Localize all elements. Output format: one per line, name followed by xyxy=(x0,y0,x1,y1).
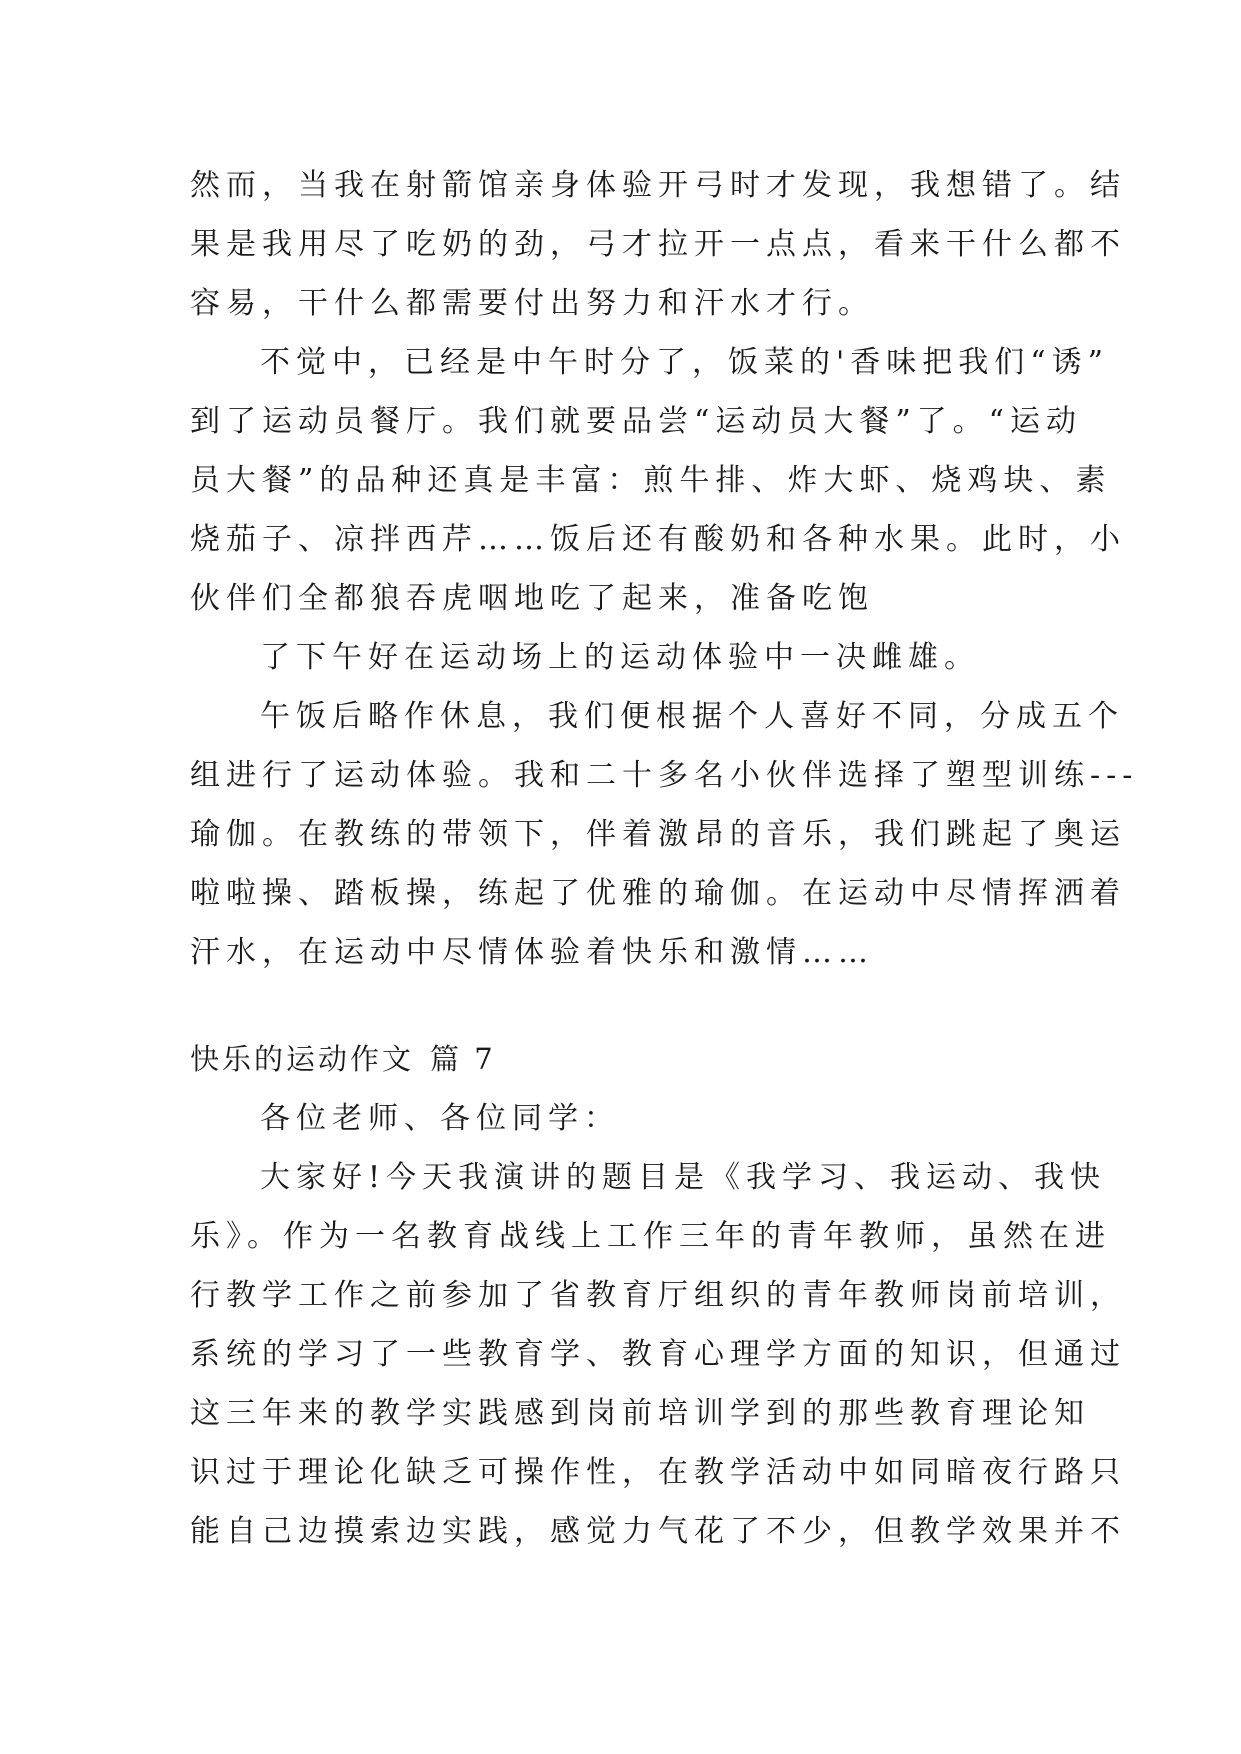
text-line: 到了运动员餐厅。我们就要品尝“运动员大餐”了。“运动 xyxy=(190,404,1083,439)
text-line: 然而，当我在射箭馆亲身体验开弓时才发现，我想错了。结 xyxy=(190,168,1126,203)
heading-number: 篇 7 xyxy=(430,1042,496,1076)
text-line: 系统的学习了一些教育学、教育心理学方面的知识，但通过 xyxy=(190,1337,1126,1372)
text-line: 乐》。作为一名教育战线上工作三年的青年教师，虽然在进 xyxy=(190,1219,1111,1254)
text-line: 能自己边摸索边实践，感觉力气花了不少，但教学效果并不 xyxy=(190,1514,1126,1549)
text-line: 员大餐”的品种还真是丰富：煎牛排、炸大虾、烧鸡块、素 xyxy=(190,463,1112,498)
text-line: 这三年来的教学实践感到岗前培训学到的那些教育理论知 xyxy=(190,1396,1090,1431)
salutation-line: 各位老师、各位同学： xyxy=(260,1101,620,1136)
essay-section-7-text xyxy=(190,1089,1126,1561)
text-line: 果是我用尽了吃奶的劲，弓才拉开一点点，看来干什么都不 xyxy=(190,227,1126,262)
text-line: 伙伴们全都狼吞虎咽地吃了起来，准备吃饱 xyxy=(190,581,874,616)
paragraph-start-line: 不觉中，已经是中午时分了，饭菜的'香味把我们“诱” xyxy=(260,345,1109,380)
text-line: 行教学工作之前参加了省教育厅组织的青年教师岗前培训， xyxy=(190,1278,1126,1313)
heading-title: 快乐的运动作文 xyxy=(190,1042,415,1076)
text-line: 瑜伽。在教练的带领下，伴着激昂的音乐，我们跳起了奥运 xyxy=(190,817,1126,852)
text-line: 汗水，在运动中尽情体验着快乐和激情…… xyxy=(190,935,874,970)
text-line: 烧茄子、凉拌西芹……饭后还有酸奶和各种水果。此时，小 xyxy=(190,522,1126,557)
text-line: 容易，干什么都需要付出努力和汗水才行。 xyxy=(190,286,874,321)
text-line: 组进行了运动体验。我和二十多名小伙伴选择了塑型训练--- xyxy=(190,758,1139,793)
section-heading xyxy=(190,1030,496,1089)
essay-section-6-text xyxy=(190,156,1139,982)
paragraph-start-line: 了下午好在运动场上的运动体验中一决雌雄。 xyxy=(260,640,980,675)
text-line: 啦啦操、踏板操，练起了优雅的瑜伽。在运动中尽情挥洒着 xyxy=(190,876,1126,911)
text-line: 识过于理论化缺乏可操作性，在教学活动中如同暗夜行路只 xyxy=(190,1455,1126,1490)
paragraph-start-line: 大家好!今天我演讲的题目是《我学习、我运动、我快 xyxy=(260,1160,1107,1195)
paragraph-start-line: 午饭后略作休息，我们便根据个人喜好不同，分成五个 xyxy=(260,699,1124,734)
